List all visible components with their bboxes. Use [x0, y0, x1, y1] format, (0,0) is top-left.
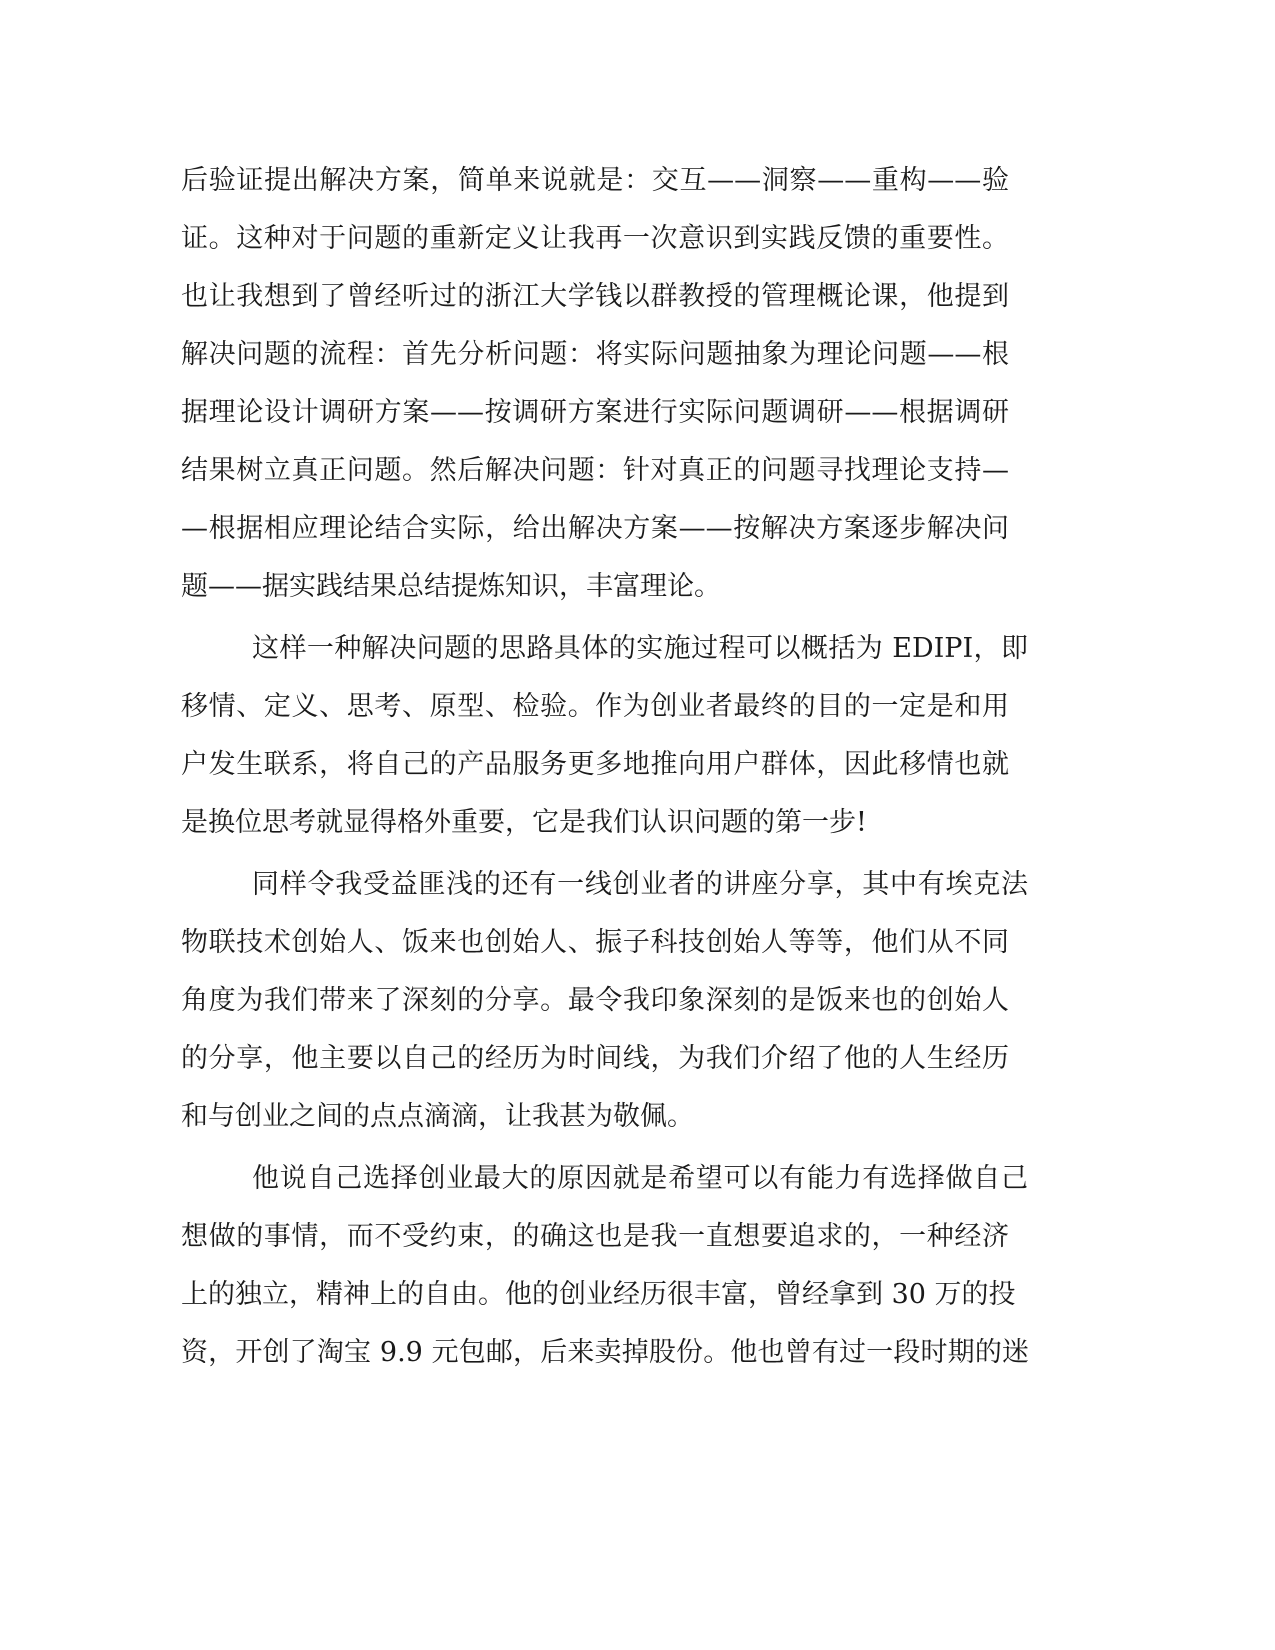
text-line: 据理论设计调研方案——按调研方案进行实际问题调研——根据调研 [181, 397, 1009, 428]
text-line: 和与创业之间的点点滴滴，让我甚为敬佩。 [181, 1101, 694, 1132]
text-line: 证。这种对于问题的重新定义让我再一次意识到实践反馈的重要性。 [181, 223, 1009, 254]
text-line: 结果树立真正问题。然后解决问题：针对真正的问题寻找理论支持— [181, 455, 1009, 486]
text-line: 解决问题的流程：首先分析问题：将实际问题抽象为理论问题——根 [181, 339, 1009, 370]
text-line: 物联技术创始人、饭来也创始人、振子科技创始人等等，他们从不同 [181, 927, 1009, 958]
text-line: 的分享，他主要以自己的经历为时间线，为我们介绍了他的人生经历 [181, 1043, 1009, 1074]
text-line: 资，开创了淘宝 9.9 元包邮，后来卖掉股份。他也曾有过一段时期的迷 [181, 1337, 1029, 1368]
text-line: 移情、定义、思考、原型、检验。作为创业者最终的目的一定是和用 [181, 691, 1009, 722]
text-line: 也让我想到了曾经听过的浙江大学钱以群教授的管理概论课，他提到 [181, 281, 1009, 312]
text-line: 上的独立，精神上的自由。他的创业经历很丰富，曾经拿到 30 万的投 [181, 1279, 1016, 1310]
text-line: 户发生联系，将自己的产品服务更多地推向用户群体，因此移情也就 [181, 749, 1009, 780]
paragraph-first-line: 他说自己选择创业最大的原因就是希望可以有能力有选择做自己 [252, 1163, 1028, 1194]
paragraph-first-line: 同样令我受益匪浅的还有一线创业者的讲座分享，其中有埃克法 [252, 869, 1028, 900]
text-line: 角度为我们带来了深刻的分享。最令我印象深刻的是饭来也的创始人 [181, 985, 1009, 1016]
text-line: 题——据实践结果总结提炼知识，丰富理论。 [181, 571, 721, 602]
text-line: 后验证提出解决方案，简单来说就是：交互——洞察——重构——验 [181, 165, 1009, 196]
paragraph-first-line: 这样一种解决问题的思路具体的实施过程可以概括为 EDIPI，即 [252, 633, 1028, 664]
text-line: —根据相应理论结合实际，给出解决方案——按解决方案逐步解决问 [181, 513, 1009, 544]
text-line: 是换位思考就显得格外重要，它是我们认识问题的第一步! [181, 807, 867, 838]
text-line: 想做的事情，而不受约束，的确这也是我一直想要追求的，一种经济 [181, 1221, 1009, 1252]
